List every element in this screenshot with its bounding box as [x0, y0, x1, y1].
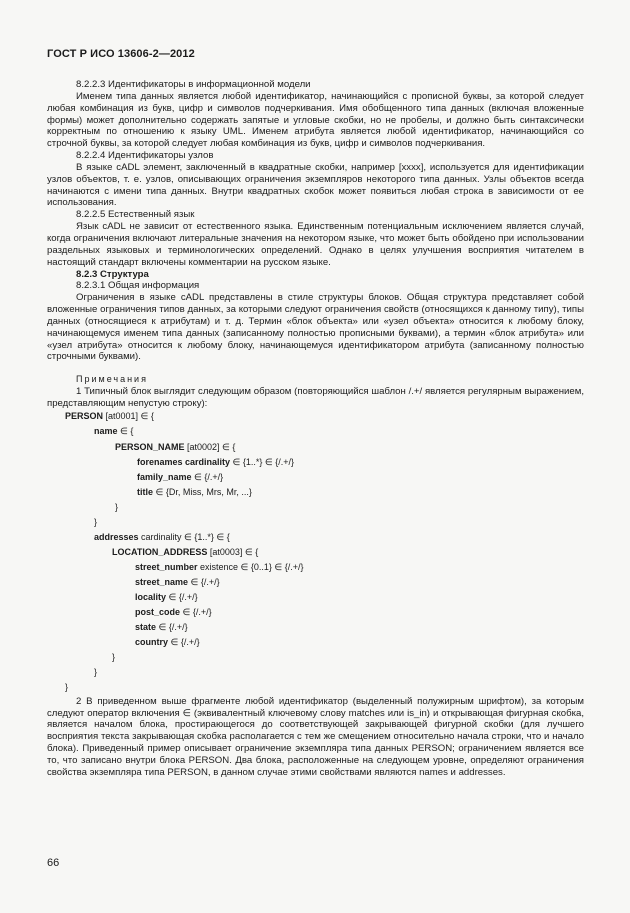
section-8-2-3-1-title: 8.2.3.1 Общая информация	[76, 280, 200, 292]
code-line: PERSON [at0001] ∈ {	[65, 410, 154, 421]
note-2-text: 2 В приведенном выше фрагменте любой идентификатор (выделенный полужирным шрифтом), за которым следуют оператор включения ∈ (эквивалентный ключевому слову matches или is_in) и открывающая фигурная скобка, является началом блока, простирающегося до соответствующей закрывающей фигурной скобки (для лучшего восприятия текста закрывающая скобка располагается с тем же смещением относительно начала строки, что и начало блока). Приведенный пример описывает ограничение экземпляра типа данных PERSON; ограничением является все то, что записано внутри блока PERSON. Два блока, расположенные на следующем уровне, определяют ограничения свойства экземпляра типа PERSON, в данном случае этими свойствами являются names и addresses.	[47, 695, 584, 778]
code-line: locality ∈ {/.+/}	[135, 591, 198, 602]
note-label: Примечания	[76, 374, 148, 385]
code-line: addresses cardinality ∈ {1..*} ∈ {	[94, 531, 230, 542]
code-line: forenames cardinality ∈ {1..*} ∈ {/.+/}	[137, 456, 295, 467]
code-line: street_name ∈ {/.+/}	[135, 576, 220, 587]
running-header: ГОСТ Р ИСО 13606-2—2012	[47, 48, 195, 60]
page-body	[47, 79, 584, 779]
code-line: }	[115, 501, 119, 512]
code-line: family_name ∈ {/.+/}	[137, 471, 224, 482]
code-line: }	[65, 681, 69, 692]
code-example	[47, 410, 584, 692]
code-line: }	[94, 516, 98, 527]
page-number: 66	[47, 857, 60, 869]
code-line: }	[112, 651, 116, 662]
note-1-text: 1 Типичный блок выглядит следующим образом (повторяющийся шаблон /.+/ является регулярным выражением, представляющим непустую строку):	[47, 386, 584, 409]
code-line: street_number existence ∈ {0..1} ∈ {/.+/}	[135, 561, 304, 572]
section-8-2-3-title: 8.2.3 Структура	[76, 268, 149, 280]
section-8-2-2-5-title: 8.2.2.5 Естественный язык	[76, 209, 195, 221]
code-line: title ∈ {Dr, Miss, Mrs, Mr, ...}	[137, 486, 252, 497]
section-8-2-2-4-title: 8.2.2.4 Идентификаторы узлов	[76, 150, 214, 162]
section-8-2-3-1-text: Ограничения в языке cADL представлены в стиле структуры блоков. Общая структура представляет собой вложенные ограничения типов данных, за которыми следуют ограничения свойств (относящихся к данному типу), типы данных (относящиеся к атрибутам) и т. д. Термин «блок объекта» или «узел объекта» относится к любому блоку, начинающемуся именем типа данных (записанному полностью прописными буквами), а термин «блок атрибута» или «узел атрибута» относится к любому блоку, начинающемуся идентификатором атрибута (записанному полностью строчными буквами).	[47, 292, 584, 363]
code-line: PERSON_NAME [at0002] ∈ {	[115, 441, 236, 452]
code-line: name ∈ {	[94, 425, 134, 436]
code-line: state ∈ {/.+/}	[135, 621, 188, 632]
section-8-2-2-3-title: 8.2.2.3 Идентификаторы в информационной модели	[76, 79, 311, 90]
code-line: country ∈ {/.+/}	[135, 636, 200, 647]
code-line: post_code ∈ {/.+/}	[135, 606, 212, 617]
code-line: }	[94, 666, 98, 677]
section-8-2-2-4-text: В языке cADL элемент, заключенный в квадратные скобки, например [xxxx], используется для идентификации узлов объектов, т. е. узлов, описывающих ограничения экземпляров некоторого типа данных. Узлы объектов всегда начинаются с имени типа данных. Внутри квадратных скобок может появиться любая строка в зависимости от ее использования.	[47, 161, 584, 209]
section-8-2-2-3-text: Именем типа данных является любой идентификатор, начинающийся с прописной буквы, за которой следует любая комбинация из букв, цифр и символов подчеркивания. Имя обобщенного типа данных (включая вложенные формы) может дополнительно содержать запятые и угловые скобки, но не пробелы, и должно быть синтаксически корректным по отношению к языку UML. Именем атрибута является любой идентификатор, начинающийся со строчной буквы, за которой следует любая комбинация из букв, цифр и символов подчеркивания.	[47, 90, 584, 150]
code-line: LOCATION_ADDRESS [at0003] ∈ {	[112, 546, 259, 557]
section-8-2-2-5-text: Язык cADL не зависит от естественного языка. Единственным потенциальным исключением является случай, когда ограничения включают литеральные значения на некотором языке, что может быть обойдено при использовании раздельных языковых и терминологических определений. Однако в целях улучшения восприятия читателем в настоящий стандарт включены комментарии на русском языке.	[47, 221, 584, 268]
